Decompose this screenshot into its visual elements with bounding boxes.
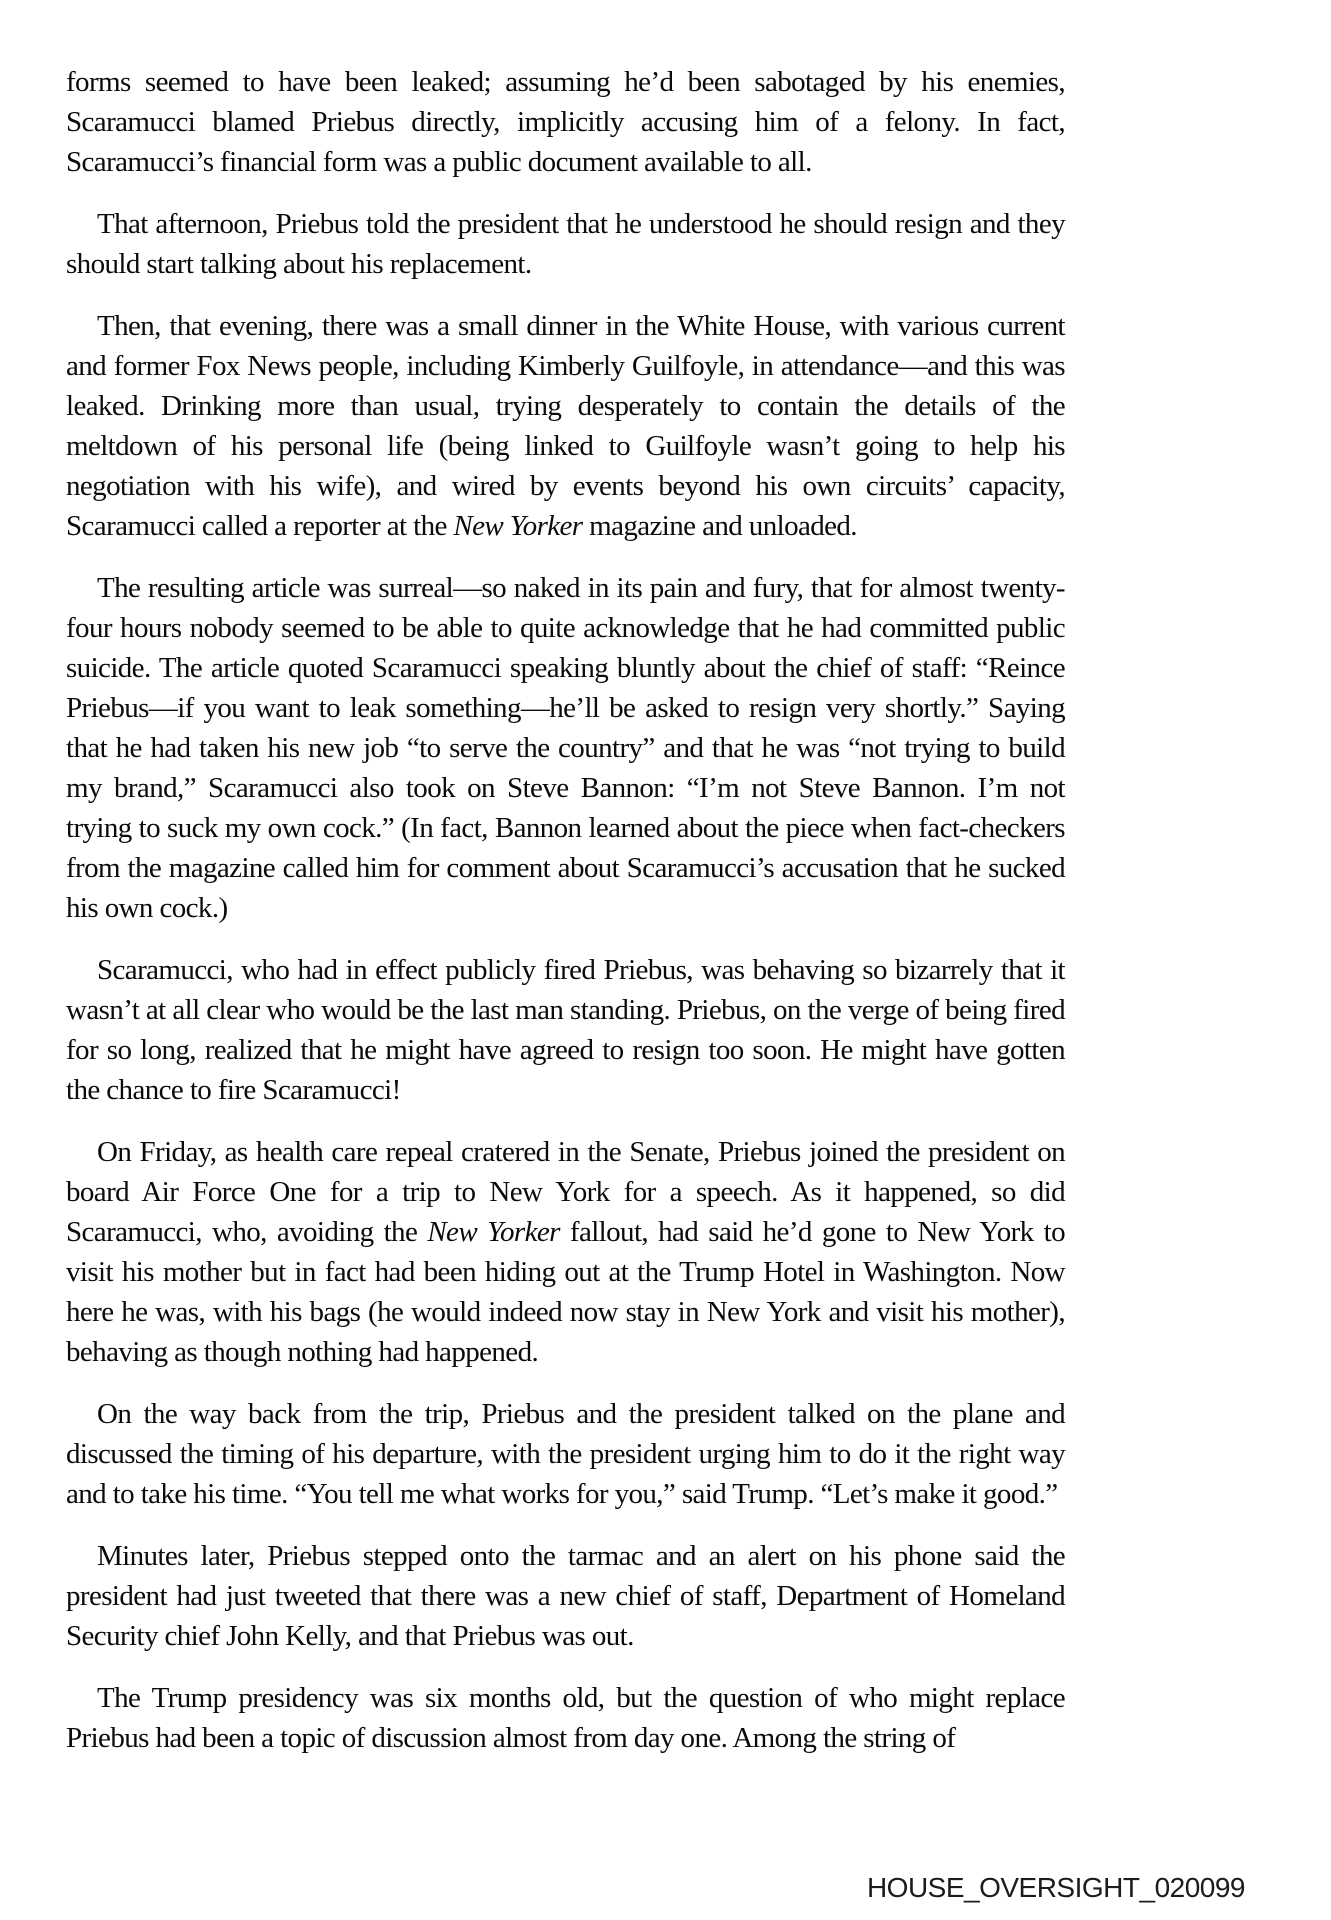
text-run: Minutes later, Priebus stepped onto the tarmac and an alert on his phone said the president had just tweeted that there was a new chief of staff, Department of Homeland Security chief John Kelly, and that Priebus was out. [66, 1540, 1065, 1652]
italic-text-run: New Yorker [453, 510, 583, 542]
paragraph [66, 1678, 1065, 1758]
text-run: The Trump presidency was six months old, but the question of who might replace Priebus had been a topic of discussion almost from day one. Among the string of [66, 1682, 1065, 1754]
italic-text-run: New Yorker [427, 1216, 560, 1248]
text-run: On Friday, as health care repeal cratered in the Senate, Priebus joined the president on board Air Force One for a trip to New York for a speech. As it happened, so did Scaramucci, who, avoiding the [66, 1136, 1065, 1248]
paragraph [66, 1394, 1065, 1514]
text-run: Then, that evening, there was a small dinner in the White House, with various current and former Fox News people, including Kimberly Guilfoyle, in attendance—and this was leaked. Drinking more than usual, trying desperately to contain the details of the meltdown of his personal life (being linked to Guilfoyle wasn’t going to help his negotiation with his wife), and wired by events beyond his own circuits’ capacity, Scaramucci called a reporter at the [66, 310, 1065, 542]
paragraph [66, 306, 1065, 546]
text-run: magazine and unloaded. [582, 510, 857, 542]
page-text [66, 62, 1065, 1780]
paragraph [66, 1132, 1065, 1372]
paragraph [66, 62, 1065, 182]
paragraph [66, 568, 1065, 928]
text-run: On the way back from the trip, Priebus and the president talked on the plane and discussed the timing of his departure, with the president urging him to do it the right way and to take his time. “You tell me what works for you,” said Trump. “Let’s make it good.” [66, 1398, 1065, 1510]
text-run: That afternoon, Priebus told the president that he understood he should resign and they should start talking about his replacement. [66, 208, 1065, 280]
paragraph [66, 204, 1065, 284]
text-run: fallout, had said he’d gone to New York to visit his mother but in fact had been hiding out at the Trump Hotel in Washington. Now here he was, with his bags (he would indeed now stay in New York and visit his mother), behaving as though nothing had happened. [66, 1216, 1065, 1368]
text-run: Scaramucci, who had in effect publicly fired Priebus, was behaving so bizarrely that it wasn’t at all clear who would be the last man standing. Priebus, on the verge of being fired for so long, realized that he might have agreed to resign too soon. He might have gotten the chance to fire Scaramucci! [66, 954, 1065, 1106]
paragraph [66, 1536, 1065, 1656]
bates-stamp: HOUSE_OVERSIGHT_020099 [866, 1872, 1245, 1903]
text-run: The resulting article was surreal—so naked in its pain and fury, that for almost twenty-four hours nobody seemed to be able to quite acknowledge that he had committed public suicide. The article quoted Scaramucci speaking bluntly about the chief of staff: “Reince Priebus—if you want to leak something—he’ll be asked to resign very shortly.” Saying that he had taken his new job “to serve the country” and that he was “not trying to build my brand,” Scaramucci also took on Steve Bannon: “I’m not Steve Bannon. I’m not trying to suck my own cock.” (In fact, Bannon learned about the piece when fact-checkers from the magazine called him for comment about Scaramucci’s accusation that he sucked his own cock.) [66, 572, 1065, 924]
paragraph [66, 950, 1065, 1110]
text-run: forms seemed to have been leaked; assuming he’d been sabotaged by his enemies, Scaramucci blamed Priebus directly, implicitly accusing him of a felony. In fact, Scaramucci’s financial form was a public document available to all. [66, 66, 1065, 178]
